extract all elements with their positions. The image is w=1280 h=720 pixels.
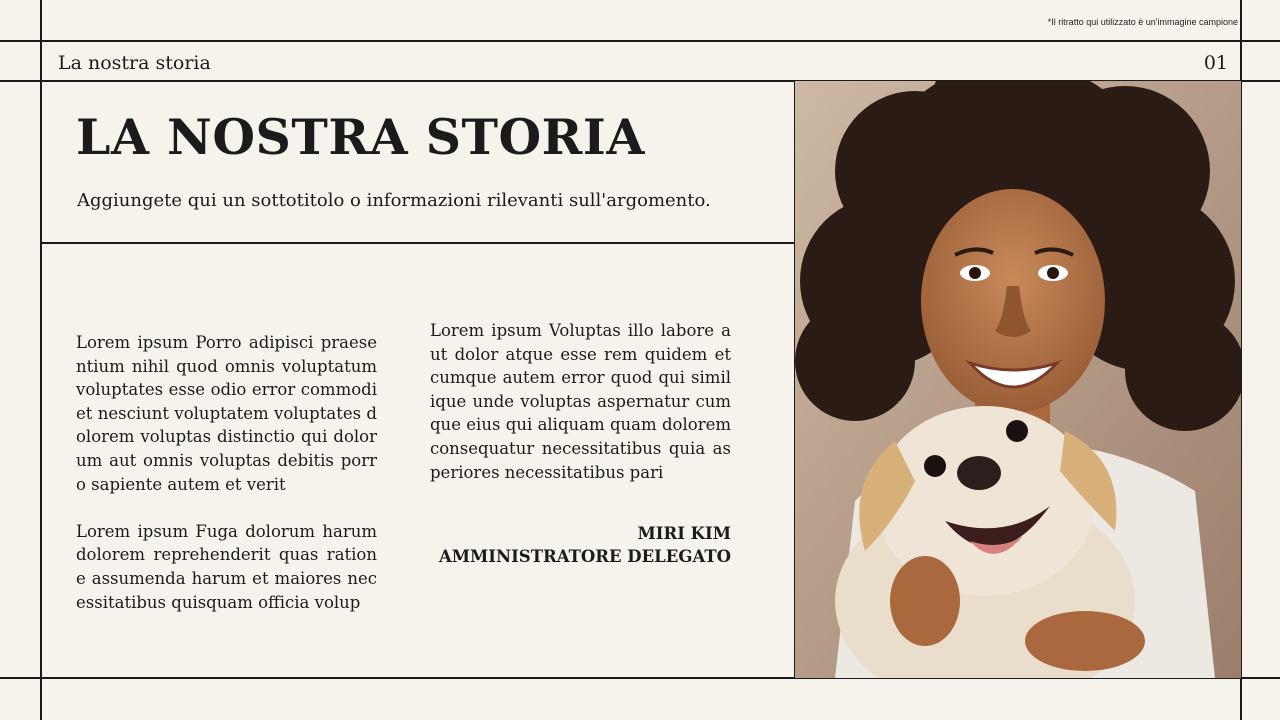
- text-column-right: [430, 319, 731, 508]
- paragraph: Lorem ipsum Porro adipisci praesentium nihil quod omnis voluptatum voluptates esse odio error commodi et nesciunt voluptatem voluptates dolorem voluptas distinctio qui dolorum aut omnis voluptas debitis porro sapiente autem et verit: [76, 333, 377, 494]
- top-rule: [0, 40, 1280, 42]
- paragraph: Lorem ipsum Fuga dolorum harum dolorem reprehenderit quas ratione assumenda harum et maiores necessitatibus quisquam officia volup: [76, 521, 377, 612]
- portrait-illustration: [795, 81, 1241, 678]
- page-title: LA NOSTRA STORIA: [76, 108, 645, 166]
- signature-name: MIRI KIM: [637, 524, 731, 543]
- page-number: 01: [1203, 52, 1228, 74]
- text-column-left: [76, 331, 377, 638]
- disclaimer-note: *Il ritratto qui utilizzato è un'immagine campione: [1047, 17, 1238, 27]
- title-divider: [40, 242, 796, 244]
- portrait-photo: [795, 81, 1241, 678]
- paragraph: Lorem ipsum Voluptas illo labore aut dolor atque esse rem quidem et cumque autem error quod qui similique unde voluptas aspernatur cumque eius qui aliquam quam dolorem consequatur necessitatibus quia asperiores necessitatibus pari: [430, 321, 731, 482]
- left-rule: [40, 0, 42, 720]
- page-subtitle: Aggiungete qui un sottotitolo o informazioni rilevanti sull'argomento.: [77, 190, 711, 211]
- section-label: La nostra storia: [58, 52, 211, 74]
- signature-role: AMMINISTRATORE DELEGATO: [438, 547, 731, 566]
- signature-block: [430, 522, 731, 568]
